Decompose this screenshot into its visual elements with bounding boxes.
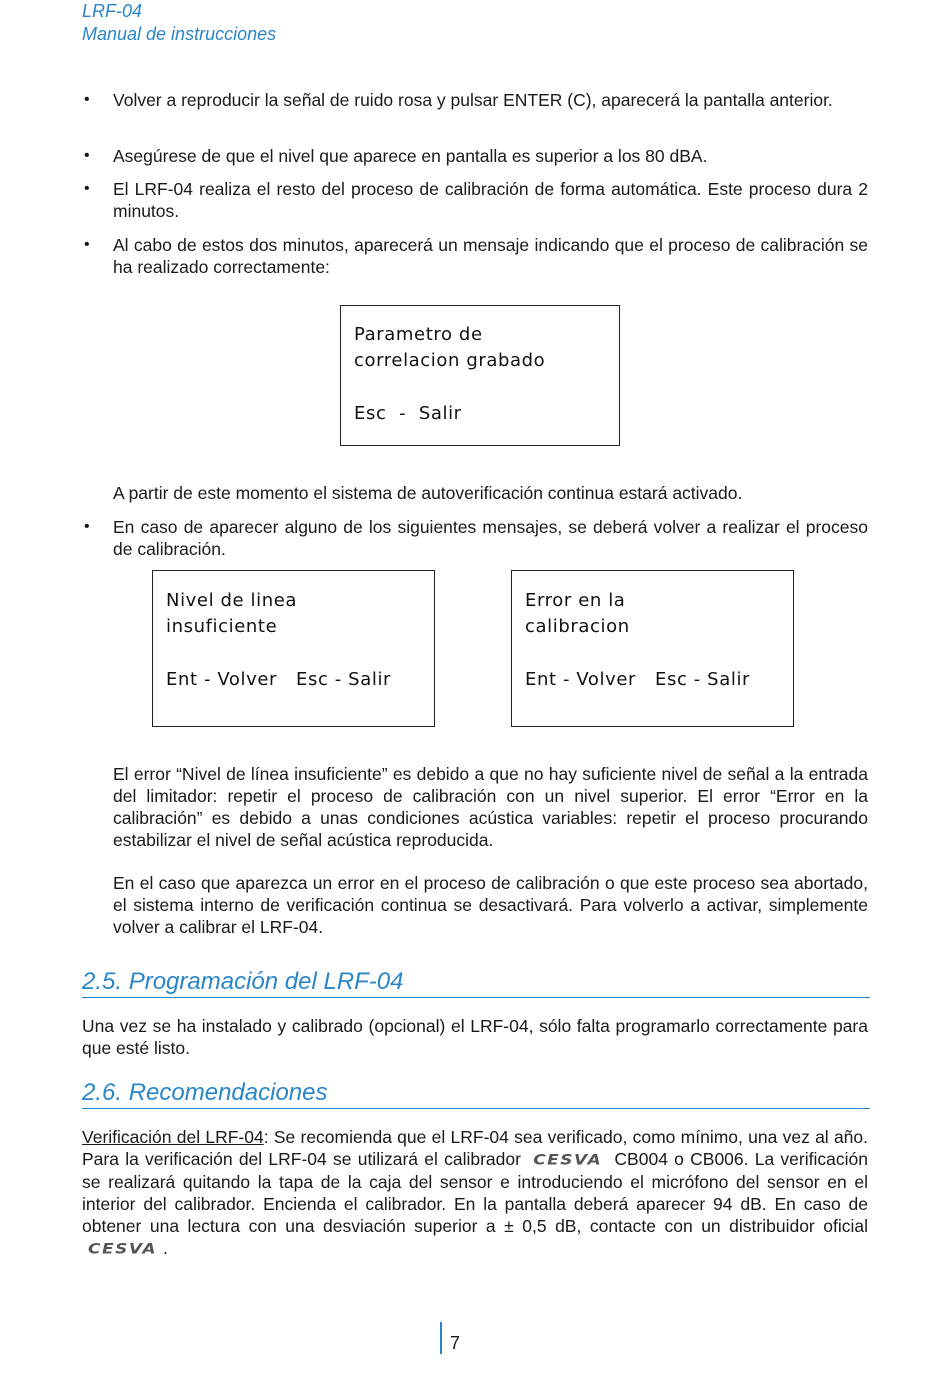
section-2-6-body: [82, 1126, 868, 1260]
doc-title: LRF-04: [82, 1, 143, 21]
bullet-icon: •: [84, 518, 90, 535]
lcd-screen-saved: [340, 305, 620, 446]
footer-divider: [440, 1322, 442, 1354]
verification-label: Verificación del LRF-04: [82, 1127, 264, 1147]
abort-text: En el caso que aparezca un error en el proceso de calibración o que este proceso sea abortado, el sistema interno de verificación continua se desactivará. Para volverlo a activar, simplemente volver a calibrar el LRF-04.: [113, 873, 868, 937]
error-explanation: El error “Nivel de línea insuficiente” es debido a que no hay suficiente nivel de señal a la entrada del limitador: repetir el proceso de calibración con un nivel superior. El error “Error en la calibración” es debido a unas condiciones acústica variables: repetir el proceso procurando estabilizar el nivel de señal acústica reproducida.: [113, 764, 868, 850]
lcd-line: insuficiente: [166, 616, 278, 637]
lcd-line: Error en la: [525, 590, 626, 611]
section-heading-2-6: 2.6. Recomendaciones: [82, 1078, 870, 1109]
lcd-line: calibracion: [525, 616, 630, 637]
body-part: .: [163, 1238, 168, 1258]
lcd-line: Ent - Volver Esc - Salir: [525, 669, 751, 690]
lcd-line: Parametro de: [354, 324, 483, 345]
body-part: CB004 o CB006. La verificación se realizará quitando la tapa de la caja del sensor e introduciendo el micrófono del sensor en el interior del calibrador. Encienda el calibrador. En la pantalla deberá aparecer 94 dB. En caso de obtener una lectura con una desviación superior a ± 0,5 dB, contacte con un distribuidor oficial: [82, 1149, 868, 1236]
lcd-line: Esc - Salir: [354, 403, 462, 424]
section-2-5-body: Una vez se ha instalado y calibrado (opcional) el LRF-04, sólo falta programarlo correctamente para que esté listo.: [82, 1016, 868, 1058]
bullet-text: Asegúrese de que el nivel que aparece en pantalla es superior a los 80 dBA.: [113, 146, 708, 166]
lcd-screen-level: [152, 570, 435, 727]
page-number: 7: [450, 1333, 461, 1353]
cesva-logo: CESVA: [533, 1151, 603, 1169]
bullet-text: El LRF-04 realiza el resto del proceso de calibración de forma automática. Este proceso dura 2 minutos.: [113, 179, 868, 221]
bullet-icon: •: [84, 236, 90, 253]
lcd-line: correlacion grabado: [354, 350, 546, 371]
body-part: : Se recomienda que el LRF-04 sea verificado, como mínimo, una vez al año. Para la verificación del LRF-04 se utilizará el calibrador: [82, 1127, 869, 1169]
bullet-text: En caso de aparecer alguno de los siguientes mensajes, se deberá volver a realizar el proceso de calibración.: [113, 517, 868, 559]
cesva-logo: CESVA: [88, 1240, 157, 1258]
doc-subtitle: Manual de instrucciones: [82, 24, 277, 44]
section-heading-2-5: 2.5. Programación del LRF-04: [82, 967, 870, 998]
lcd-line: Nivel de linea: [166, 590, 298, 611]
bullet-icon: •: [84, 147, 90, 164]
after-screen-text: A partir de este momento el sistema de autoverificación continua estará activado.: [113, 483, 743, 503]
lcd-screen-error: [511, 570, 794, 727]
bullet-icon: •: [84, 91, 90, 108]
bullet-text: Volver a reproducir la señal de ruido rosa y pulsar ENTER (C), aparecerá la pantalla anterior.: [113, 90, 833, 110]
bullet-icon: •: [84, 180, 90, 197]
lcd-line: Ent - Volver Esc - Salir: [166, 669, 392, 690]
bullet-text: Al cabo de estos dos minutos, aparecerá un mensaje indicando que el proceso de calibración se ha realizado correctamente:: [113, 235, 868, 277]
document-header: [82, 0, 276, 46]
